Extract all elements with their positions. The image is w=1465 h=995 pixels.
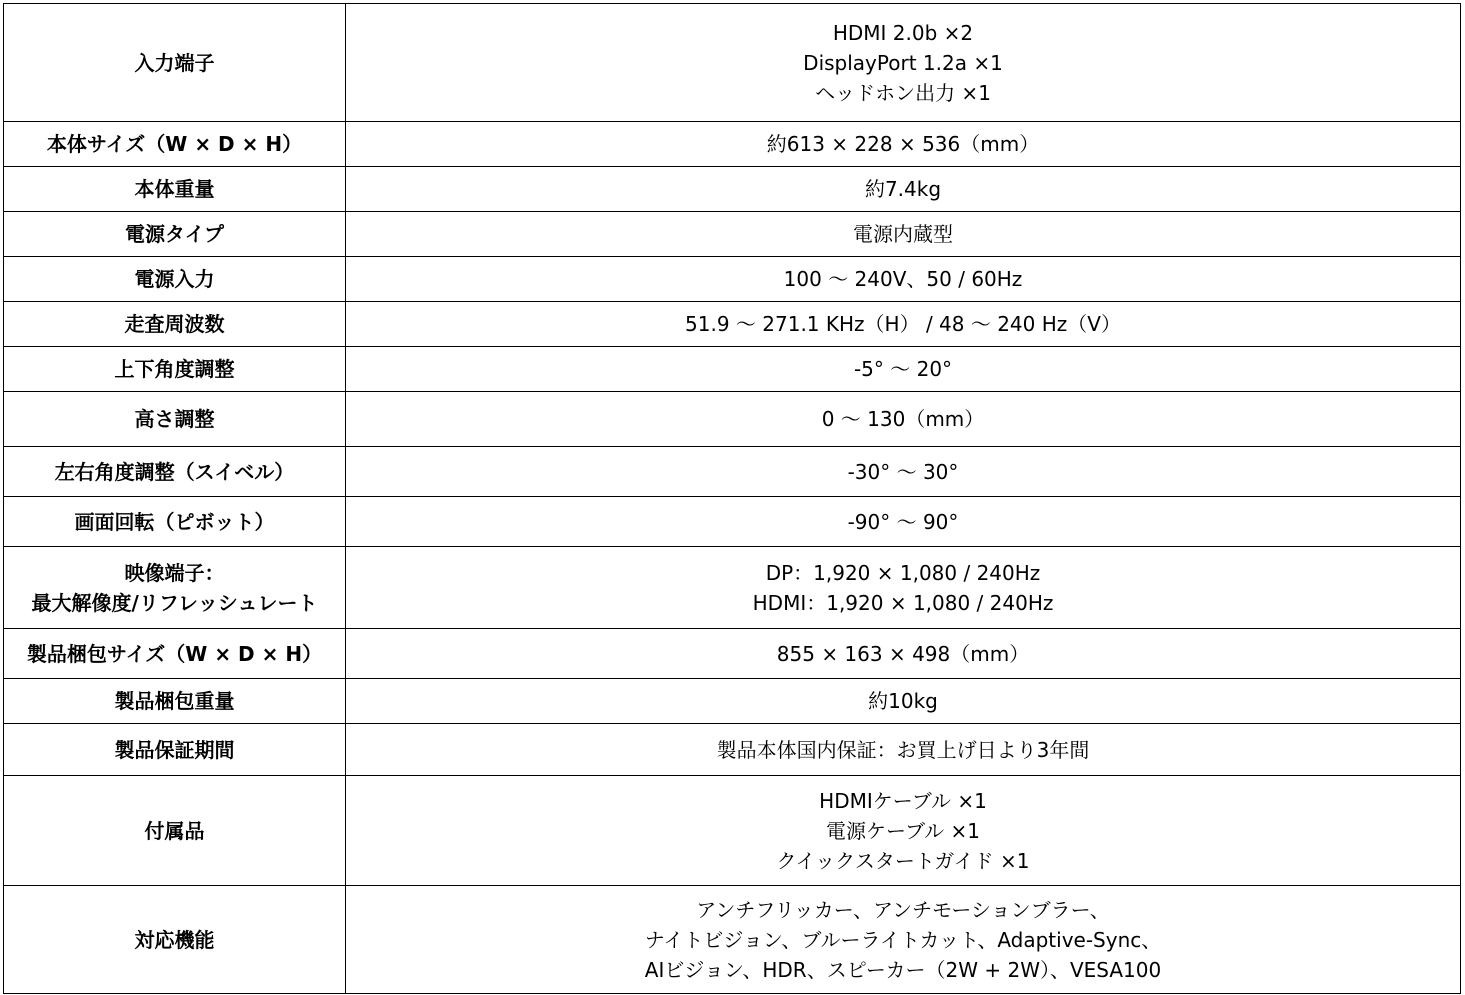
spec-value-text: -5° ～ 20° bbox=[853, 357, 953, 381]
spec-label-text: 本体サイズ（W × D × H） bbox=[46, 132, 303, 156]
spec-row-video-ports bbox=[4, 547, 1461, 629]
spec-label bbox=[4, 497, 346, 547]
spec-row-swivel bbox=[4, 447, 1461, 497]
spec-value-text: 製品本体国内保証：お買上げ日より3年間 bbox=[716, 737, 1090, 762]
spec-label-text: 電源入力 bbox=[134, 267, 215, 291]
spec-value bbox=[346, 629, 1461, 679]
spec-value bbox=[346, 212, 1461, 257]
spec-value-text: 電源ケーブル ×1 bbox=[825, 818, 981, 843]
spec-label-text: 画面回転（ピボット） bbox=[74, 509, 275, 534]
spec-value-text: HDMI：1,920 × 1,080 / 240Hz bbox=[752, 590, 1054, 615]
spec-row-power-input bbox=[4, 257, 1461, 302]
spec-value bbox=[346, 886, 1461, 994]
spec-label bbox=[4, 257, 346, 302]
spec-label-text: 付属品 bbox=[144, 818, 205, 843]
spec-value-text: DisplayPort 1.2a ×1 bbox=[803, 50, 1003, 75]
spec-row-tilt bbox=[4, 347, 1461, 392]
spec-value-text: 100 ～ 240V、50 / 60Hz bbox=[783, 267, 1023, 291]
spec-label bbox=[4, 547, 346, 629]
spec-value bbox=[346, 392, 1461, 447]
spec-label-text: 製品梱包サイズ（W × D × H） bbox=[26, 641, 323, 666]
spec-label bbox=[4, 679, 346, 724]
spec-value-text: -90° ～ 90° bbox=[847, 509, 959, 534]
spec-row-pivot bbox=[4, 497, 1461, 547]
spec-value-text: 電源内蔵型 bbox=[853, 222, 953, 246]
spec-label-text: 左右角度調整（スイベル） bbox=[54, 459, 295, 484]
spec-value bbox=[346, 724, 1461, 776]
spec-value bbox=[346, 347, 1461, 392]
spec-row-features bbox=[4, 886, 1461, 994]
spec-row-accessories bbox=[4, 776, 1461, 886]
spec-label bbox=[4, 122, 346, 167]
spec-value-text: HDMIケーブル ×1 bbox=[819, 788, 987, 813]
spec-label-text: 最大解像度/リフレッシュレート bbox=[31, 590, 318, 615]
spec-value bbox=[346, 776, 1461, 886]
spec-value-text: ナイトビジョン、ブルーライトカット、Adaptive-Sync、 bbox=[644, 927, 1162, 952]
spec-value-text: 51.9 ～ 271.1 KHz（H） / 48 ～ 240 Hz（V） bbox=[685, 312, 1121, 336]
spec-value bbox=[346, 257, 1461, 302]
spec-label-text: 対応機能 bbox=[134, 927, 215, 952]
spec-label-text: 走査周波数 bbox=[124, 312, 225, 336]
spec-label-text: 入力端子 bbox=[134, 50, 215, 75]
spec-row-body-size bbox=[4, 122, 1461, 167]
spec-value-text: 約10kg bbox=[868, 689, 938, 713]
spec-value bbox=[346, 547, 1461, 629]
spec-label bbox=[4, 212, 346, 257]
spec-label-text: 高さ調整 bbox=[134, 407, 215, 431]
spec-label-text: 製品梱包重量 bbox=[114, 689, 235, 713]
spec-value-text: 約7.4kg bbox=[864, 177, 942, 201]
spec-label-text: 電源タイプ bbox=[125, 222, 224, 246]
spec-value-text: 0 ～ 130（mm） bbox=[821, 407, 985, 431]
spec-value-text: -30° ～ 30° bbox=[847, 459, 959, 484]
spec-value-text: 855 × 163 × 498（mm） bbox=[776, 641, 1030, 666]
spec-value-text: クイックスタートガイド ×1 bbox=[776, 848, 1030, 873]
spec-label bbox=[4, 447, 346, 497]
spec-label bbox=[4, 392, 346, 447]
spec-label bbox=[4, 302, 346, 347]
spec-label bbox=[4, 347, 346, 392]
spec-label bbox=[4, 4, 346, 122]
spec-label-text: 上下角度調整 bbox=[114, 357, 235, 381]
spec-value-text: AIビジョン、HDR、スピーカー（2W + 2W）、VESA100 bbox=[644, 957, 1162, 982]
spec-value-text: アンチフリッカー、アンチモーションブラー、 bbox=[696, 897, 1110, 922]
spec-row-package-size bbox=[4, 629, 1461, 679]
spec-label bbox=[4, 167, 346, 212]
spec-value bbox=[346, 167, 1461, 212]
spec-row-warranty bbox=[4, 724, 1461, 776]
spec-label-text: 製品保証期間 bbox=[114, 737, 235, 762]
spec-label bbox=[4, 886, 346, 994]
spec-value bbox=[346, 497, 1461, 547]
spec-label bbox=[4, 629, 346, 679]
spec-value-text: 約613 × 228 × 536（mm） bbox=[766, 132, 1040, 156]
spec-label-text: 映像端子： bbox=[124, 560, 225, 585]
spec-row-height-adjust bbox=[4, 392, 1461, 447]
spec-row-scan-frequency bbox=[4, 302, 1461, 347]
spec-label-text: 本体重量 bbox=[134, 177, 215, 201]
spec-row-input-ports bbox=[4, 4, 1461, 122]
spec-row-body-weight bbox=[4, 167, 1461, 212]
spec-value bbox=[346, 302, 1461, 347]
spec-value-text: ヘッドホン出力 ×1 bbox=[815, 80, 991, 105]
spec-value bbox=[346, 122, 1461, 167]
spec-value bbox=[346, 679, 1461, 724]
spec-value bbox=[346, 4, 1461, 122]
spec-row-power-type bbox=[4, 212, 1461, 257]
spec-value bbox=[346, 447, 1461, 497]
spec-value-text: DP：1,920 × 1,080 / 240Hz bbox=[765, 560, 1041, 585]
spec-label bbox=[4, 776, 346, 886]
spec-table bbox=[3, 3, 1461, 994]
spec-row-package-weight bbox=[4, 679, 1461, 724]
spec-value-text: HDMI 2.0b ×2 bbox=[832, 20, 974, 45]
spec-label bbox=[4, 724, 346, 776]
